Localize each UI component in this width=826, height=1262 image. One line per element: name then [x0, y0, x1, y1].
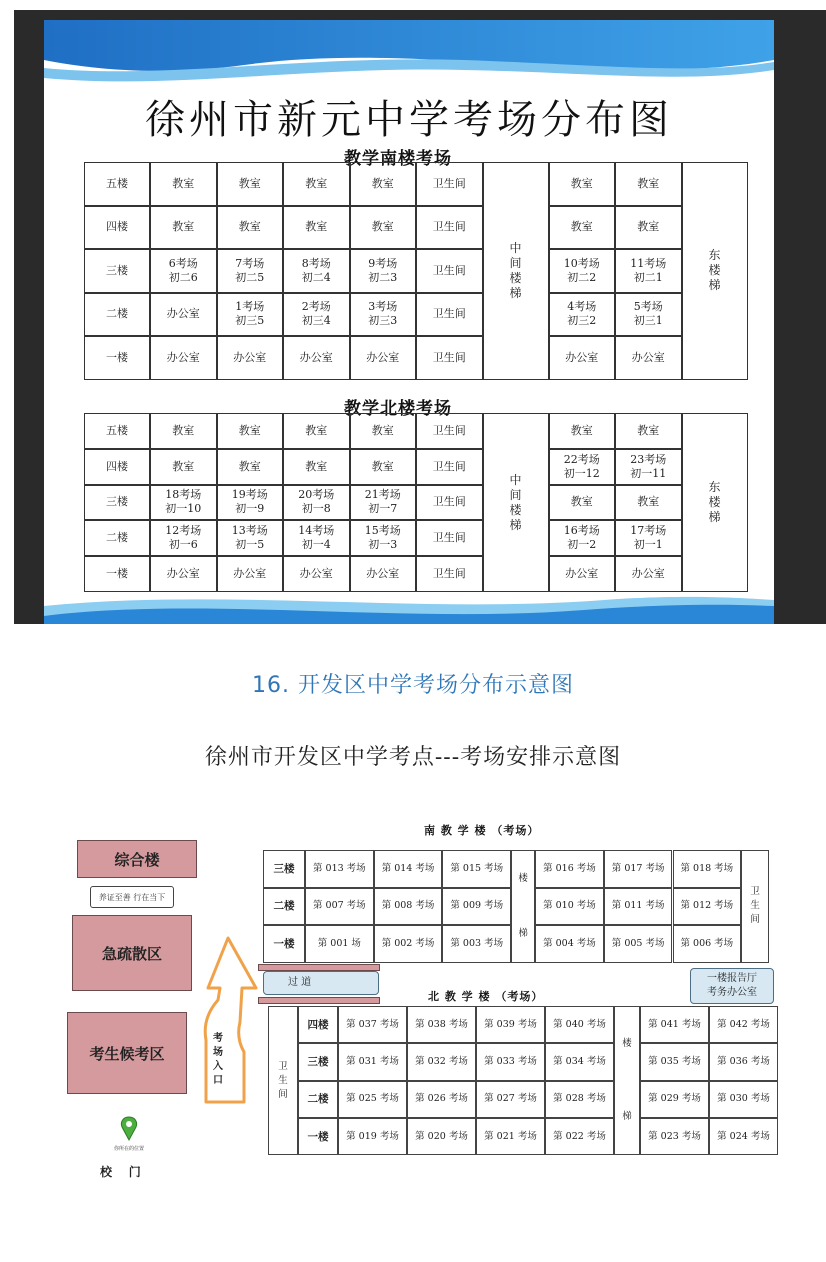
exam-room: 第 039 考场 [476, 1006, 545, 1043]
toilet-cell: 卫生间 [416, 336, 483, 380]
floor-label: 二楼 [84, 293, 150, 337]
floor-label: 二楼 [84, 520, 150, 556]
school-gate: 校 门 [100, 1165, 141, 1179]
toilet-cell: 卫生间 [416, 249, 483, 293]
floor-label: 一楼 [298, 1118, 338, 1155]
room-cell: 办公室 [150, 556, 217, 592]
exam-room: 第 035 考场 [640, 1043, 709, 1080]
corridor: 过 道 [263, 971, 379, 995]
room-cell: 22考场 初一12 [549, 449, 616, 485]
toilet-cell: 卫生间 [416, 485, 483, 521]
floor-label: 三楼 [298, 1043, 338, 1080]
stair-top: 楼 [614, 1006, 640, 1081]
exam-room: 第 020 考场 [407, 1118, 476, 1155]
room-cell: 教室 [549, 206, 616, 250]
room-cell: 办公室 [150, 293, 217, 337]
section-heading: 16. 开发区中学考场分布示意图 [252, 673, 574, 698]
exam-room: 第 022 考场 [545, 1118, 614, 1155]
room-cell: 教室 [283, 413, 350, 449]
room-cell: 16考场 初一2 [549, 520, 616, 556]
room-cell: 教室 [615, 206, 682, 250]
exam-room: 第 016 考场 [535, 850, 604, 888]
exam-room: 第 005 考场 [604, 925, 673, 963]
exam-room: 第 009 考场 [442, 888, 511, 926]
floor-label: 一楼 [84, 556, 150, 592]
north-building-title: 教学北楼考场 [344, 399, 452, 419]
exam-room: 第 010 考场 [535, 888, 604, 926]
exam-room: 第 012 考场 [673, 888, 742, 926]
room-cell: 办公室 [350, 556, 417, 592]
entrance-label: 考 场 入 口 [213, 1033, 223, 1086]
room-cell: 办公室 [283, 336, 350, 380]
room-cell: 教室 [350, 449, 417, 485]
toilet: 卫 生 间 [268, 1006, 298, 1155]
report-hall: 一楼报告厅 考务办公室 [690, 968, 774, 1004]
exam-room: 第 042 考场 [709, 1006, 778, 1043]
room-cell: 办公室 [549, 336, 616, 380]
exam-room: 第 034 考场 [545, 1043, 614, 1080]
east-stair: 东 楼 梯 [682, 413, 748, 592]
exam-room: 第 026 考场 [407, 1081, 476, 1118]
room-cell: 教室 [350, 206, 417, 250]
exam-room: 第 028 考场 [545, 1081, 614, 1118]
exam-room: 第 017 考场 [604, 850, 673, 888]
floor-label: 一楼 [84, 336, 150, 380]
room-cell: 教室 [549, 413, 616, 449]
toilet-cell: 卫生间 [416, 556, 483, 592]
exam-room: 第 029 考场 [640, 1081, 709, 1118]
map-title: 徐州市开发区中学考点---考场安排示意图 [204, 745, 622, 770]
room-cell: 教室 [549, 162, 616, 206]
exam-room: 第 014 考场 [374, 850, 443, 888]
room-cell: 教室 [615, 413, 682, 449]
room-cell: 18考场 初一10 [150, 485, 217, 521]
room-cell: 办公室 [150, 336, 217, 380]
toilet: 卫 生 间 [741, 850, 769, 963]
room-cell: 教室 [150, 162, 217, 206]
floor-label: 四楼 [84, 206, 150, 250]
room-cell: 教室 [549, 485, 616, 521]
middle-stair: 中 间 楼 梯 [483, 413, 549, 592]
room-cell: 教室 [350, 413, 417, 449]
room-cell: 办公室 [283, 556, 350, 592]
room-cell: 办公室 [549, 556, 616, 592]
floor-label: 二楼 [263, 888, 305, 926]
exam-room: 第 006 考场 [673, 925, 742, 963]
exam-room: 第 001 场 [305, 925, 374, 963]
exam-room: 第 041 考场 [640, 1006, 709, 1043]
room-cell: 4考场 初三2 [549, 293, 616, 337]
exam-room: 第 007 考场 [305, 888, 374, 926]
exam-room: 第 031 考场 [338, 1043, 407, 1080]
room-cell: 1考场 初三5 [217, 293, 284, 337]
toilet-cell: 卫生间 [416, 162, 483, 206]
toilet-cell: 卫生间 [416, 293, 483, 337]
stair-top: 楼 [511, 850, 535, 906]
south-block-title: 南 教 学 楼 （考场） [424, 824, 540, 837]
exam-room: 第 004 考场 [535, 925, 604, 963]
east-stair: 东 楼 梯 [682, 162, 748, 380]
exam-room: 第 038 考场 [407, 1006, 476, 1043]
room-cell: 教室 [217, 413, 284, 449]
slide-frame [14, 10, 826, 624]
corridor-bar-top [258, 964, 380, 971]
floor-label: 一楼 [263, 925, 305, 963]
room-cell: 教室 [150, 449, 217, 485]
floor-label: 五楼 [84, 413, 150, 449]
exam-room: 第 018 考场 [673, 850, 742, 888]
wave-banner-top [44, 20, 774, 90]
room-cell: 8考场 初二4 [283, 249, 350, 293]
waiting-area: 考生候考区 [67, 1012, 187, 1094]
floor-label: 二楼 [298, 1081, 338, 1118]
exam-room: 第 013 考场 [305, 850, 374, 888]
room-cell: 9考场 初二3 [350, 249, 417, 293]
exam-room: 第 027 考场 [476, 1081, 545, 1118]
zonghelou-building: 综合楼 [77, 840, 197, 878]
exam-room: 第 003 考场 [442, 925, 511, 963]
floor-label: 三楼 [84, 485, 150, 521]
floor-label: 三楼 [84, 249, 150, 293]
slide-title: 徐州市新元中学考场分布图 [145, 97, 673, 143]
exam-room: 第 036 考场 [709, 1043, 778, 1080]
emergency-area: 急疏散区 [72, 915, 192, 991]
room-cell: 2考场 初三4 [283, 293, 350, 337]
middle-stair: 中 间 楼 梯 [483, 162, 549, 380]
room-cell: 21考场 初一7 [350, 485, 417, 521]
room-cell: 教室 [217, 162, 284, 206]
exam-room: 第 040 考场 [545, 1006, 614, 1043]
exam-room: 第 008 考场 [374, 888, 443, 926]
exam-room: 第 037 考场 [338, 1006, 407, 1043]
north-block-title: 北 教 学 楼 （考场） [428, 990, 544, 1003]
exam-room: 第 011 考场 [604, 888, 673, 926]
room-cell: 教室 [283, 206, 350, 250]
floor-label: 三楼 [263, 850, 305, 888]
stair-bottom: 梯 [614, 1081, 640, 1156]
exam-room: 第 023 考场 [640, 1118, 709, 1155]
exam-room: 第 002 考场 [374, 925, 443, 963]
south-building-title: 教学南楼考场 [344, 149, 452, 169]
motto-sign: 养证至善 行在当下 [90, 886, 174, 908]
location-pin-icon [118, 1116, 140, 1142]
toilet-cell: 卫生间 [416, 449, 483, 485]
room-cell: 教室 [615, 162, 682, 206]
room-cell: 15考场 初一3 [350, 520, 417, 556]
exam-room: 第 021 考场 [476, 1118, 545, 1155]
room-cell: 11考场 初二1 [615, 249, 682, 293]
toilet-cell: 卫生间 [416, 206, 483, 250]
exam-room: 第 019 考场 [338, 1118, 407, 1155]
room-cell: 办公室 [615, 336, 682, 380]
room-cell: 办公室 [350, 336, 417, 380]
room-cell: 19考场 初一9 [217, 485, 284, 521]
room-cell: 教室 [350, 162, 417, 206]
room-cell: 办公室 [217, 336, 284, 380]
stair-bottom: 梯 [511, 906, 535, 962]
room-cell: 教室 [217, 449, 284, 485]
room-cell: 14考场 初一4 [283, 520, 350, 556]
room-cell: 教室 [217, 206, 284, 250]
exam-room: 第 015 考场 [442, 850, 511, 888]
room-cell: 3考场 初三3 [350, 293, 417, 337]
room-cell: 教室 [615, 485, 682, 521]
room-cell: 23考场 初一11 [615, 449, 682, 485]
room-cell: 20考场 初一8 [283, 485, 350, 521]
room-cell: 5考场 初三1 [615, 293, 682, 337]
pin-caption: 你所在的位置 [113, 1146, 144, 1152]
room-cell: 12考场 初一6 [150, 520, 217, 556]
exam-room: 第 033 考场 [476, 1043, 545, 1080]
exam-room: 第 025 考场 [338, 1081, 407, 1118]
floor-label: 五楼 [84, 162, 150, 206]
room-cell: 6考场 初二6 [150, 249, 217, 293]
exam-room: 第 030 考场 [709, 1081, 778, 1118]
room-cell: 教室 [150, 413, 217, 449]
exam-room: 第 024 考场 [709, 1118, 778, 1155]
room-cell: 办公室 [217, 556, 284, 592]
wave-banner-bottom [44, 590, 774, 624]
floor-label: 四楼 [84, 449, 150, 485]
room-cell: 17考场 初一1 [615, 520, 682, 556]
room-cell: 办公室 [615, 556, 682, 592]
toilet-cell: 卫生间 [416, 413, 483, 449]
room-cell: 13考场 初一5 [217, 520, 284, 556]
corridor-bar-bottom [258, 997, 380, 1004]
exam-room: 第 032 考场 [407, 1043, 476, 1080]
slide-canvas [44, 20, 774, 624]
room-cell: 教室 [283, 449, 350, 485]
floor-label: 四楼 [298, 1006, 338, 1043]
room-cell: 10考场 初二2 [549, 249, 616, 293]
room-cell: 7考场 初二5 [217, 249, 284, 293]
room-cell: 教室 [150, 206, 217, 250]
toilet-cell: 卫生间 [416, 520, 483, 556]
room-cell: 教室 [283, 162, 350, 206]
